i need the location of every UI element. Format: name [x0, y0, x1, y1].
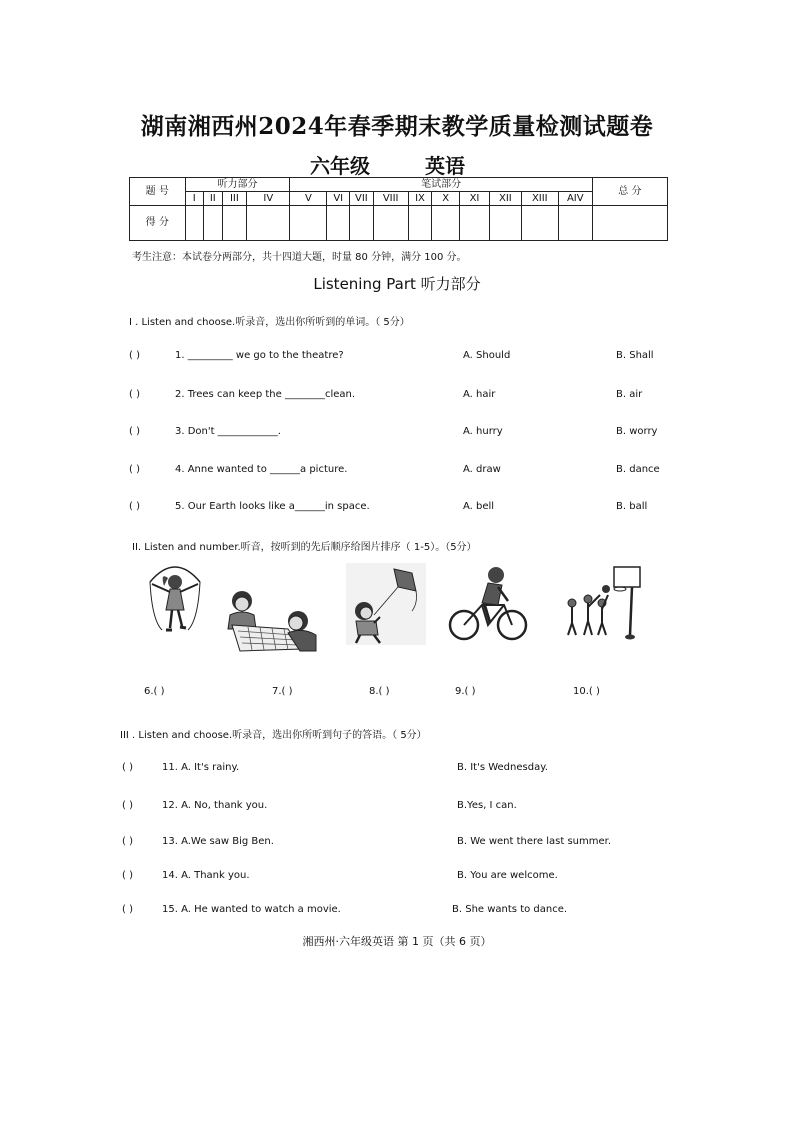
- listening-group-header: 听力部分: [185, 178, 290, 192]
- question-stem: 3. Don't ____________.: [175, 426, 281, 437]
- option-a: A. Should: [463, 350, 511, 361]
- man-riding-bike-icon: [448, 565, 528, 645]
- col-header: II: [204, 192, 223, 206]
- subject-label: 英语: [425, 154, 465, 178]
- question-option-a: 13. A.We saw Big Ben.: [162, 836, 274, 847]
- row-label-number: 题 号: [130, 178, 186, 206]
- option-b: B. dance: [616, 464, 660, 475]
- score-cell[interactable]: [408, 206, 432, 241]
- score-cell[interactable]: [204, 206, 223, 241]
- score-cell[interactable]: [247, 206, 290, 241]
- question-stem: 1. _________ we go to the theatre?: [175, 350, 344, 361]
- option-b: B. air: [616, 389, 643, 400]
- answer-bracket[interactable]: ( ): [122, 870, 133, 881]
- total-score-header: 总 分: [592, 178, 667, 206]
- answer-bracket[interactable]: ( ): [129, 464, 140, 475]
- col-header: X: [432, 192, 460, 206]
- score-cell[interactable]: [432, 206, 460, 241]
- section-1-title: I . Listen and choose.听录音，选出你所听到的单词。（ 5分）: [129, 317, 410, 328]
- score-table: [129, 177, 668, 241]
- picture-number-7[interactable]: 7.( ): [272, 686, 293, 697]
- kids-playing-basketball-icon: [558, 565, 646, 651]
- col-header: XIII: [521, 192, 558, 206]
- score-cell[interactable]: [290, 206, 327, 241]
- page-footer: 湘西州·六年级英语 第 1 页（共 6 页）: [302, 935, 492, 948]
- option-b: B. We went there last summer.: [457, 836, 612, 847]
- answer-bracket[interactable]: ( ): [122, 762, 133, 773]
- section-3-title: III . Listen and choose.听录音，选出你所听到句子的答语。（ 5分）: [120, 730, 427, 741]
- answer-bracket[interactable]: ( ): [122, 800, 133, 811]
- score-cell[interactable]: [558, 206, 592, 241]
- total-score-cell[interactable]: [592, 206, 667, 241]
- answer-bracket[interactable]: ( ): [129, 389, 140, 400]
- option-b: B. worry: [616, 426, 658, 437]
- section-2-title: II. Listen and number.听音，按听到的先后顺序给图片排序（ 1-5）。（5分）: [132, 542, 477, 553]
- option-b: B.Yes, I can.: [457, 800, 517, 811]
- chess-players-icon: [220, 585, 320, 657]
- score-cell[interactable]: [185, 206, 204, 241]
- col-header: I: [185, 192, 204, 206]
- question-stem: 4. Anne wanted to ______a picture.: [175, 464, 348, 475]
- picture-number-6[interactable]: 6.( ): [144, 686, 165, 697]
- col-header: VII: [350, 192, 374, 206]
- answer-bracket[interactable]: ( ): [129, 501, 140, 512]
- option-a: A. hair: [463, 389, 496, 400]
- question-stem: 2. Trees can keep the ________clean.: [175, 389, 356, 400]
- boy-flying-kite-icon: [346, 563, 426, 645]
- picture-number-9[interactable]: 9.( ): [455, 686, 476, 697]
- answer-bracket[interactable]: ( ): [129, 350, 140, 361]
- option-b: B. ball: [616, 501, 648, 512]
- listening-heading: Listening Part 听力部分: [313, 275, 481, 293]
- col-header: III: [222, 192, 247, 206]
- score-cell[interactable]: [460, 206, 490, 241]
- score-cell[interactable]: [222, 206, 247, 241]
- col-header: IX: [408, 192, 432, 206]
- question-option-a: 11. A. It's rainy.: [162, 762, 240, 773]
- option-b: B. Shall: [616, 350, 654, 361]
- score-cell[interactable]: [350, 206, 374, 241]
- row-label-score: 得 分: [130, 206, 186, 241]
- option-a: A. hurry: [463, 426, 503, 437]
- col-header: AIV: [558, 192, 592, 206]
- grade-label: 六年级: [310, 154, 370, 178]
- option-b: B. You are welcome.: [457, 870, 558, 881]
- option-a: A. bell: [463, 501, 495, 512]
- question-stem: 5. Our Earth looks like a______in space.: [175, 501, 370, 512]
- col-header: IV: [247, 192, 290, 206]
- col-header: VIII: [373, 192, 408, 206]
- question-option-a: 15. A. He wanted to watch a movie.: [162, 904, 341, 915]
- option-a: A. draw: [463, 464, 501, 475]
- score-cell[interactable]: [489, 206, 521, 241]
- col-header: XI: [460, 192, 490, 206]
- writing-group-header: 笔试部分: [290, 178, 592, 192]
- picture-number-10[interactable]: 10.( ): [573, 686, 600, 697]
- score-cell[interactable]: [373, 206, 408, 241]
- answer-bracket[interactable]: ( ): [122, 904, 133, 915]
- score-cell[interactable]: [521, 206, 558, 241]
- answer-bracket[interactable]: ( ): [122, 836, 133, 847]
- exam-notice: 考生注意：本试卷分两部分，共十四道大题，时量 80 分钟，满分 100 分。: [132, 252, 467, 263]
- question-option-a: 12. A. No, thank you.: [162, 800, 268, 811]
- answer-bracket[interactable]: ( ): [129, 426, 140, 437]
- exam-title: 湖南湘西州2024年春季期末教学质量检测试题卷: [140, 113, 654, 140]
- score-cell[interactable]: [327, 206, 350, 241]
- option-b: B. She wants to dance.: [452, 904, 568, 915]
- option-b: B. It's Wednesday.: [457, 762, 548, 773]
- picture-number-8[interactable]: 8.( ): [369, 686, 390, 697]
- jump-rope-girl-icon: [140, 560, 210, 642]
- col-header: V: [290, 192, 327, 206]
- col-header: XII: [489, 192, 521, 206]
- col-header: VI: [327, 192, 350, 206]
- question-option-a: 14. A. Thank you.: [162, 870, 250, 881]
